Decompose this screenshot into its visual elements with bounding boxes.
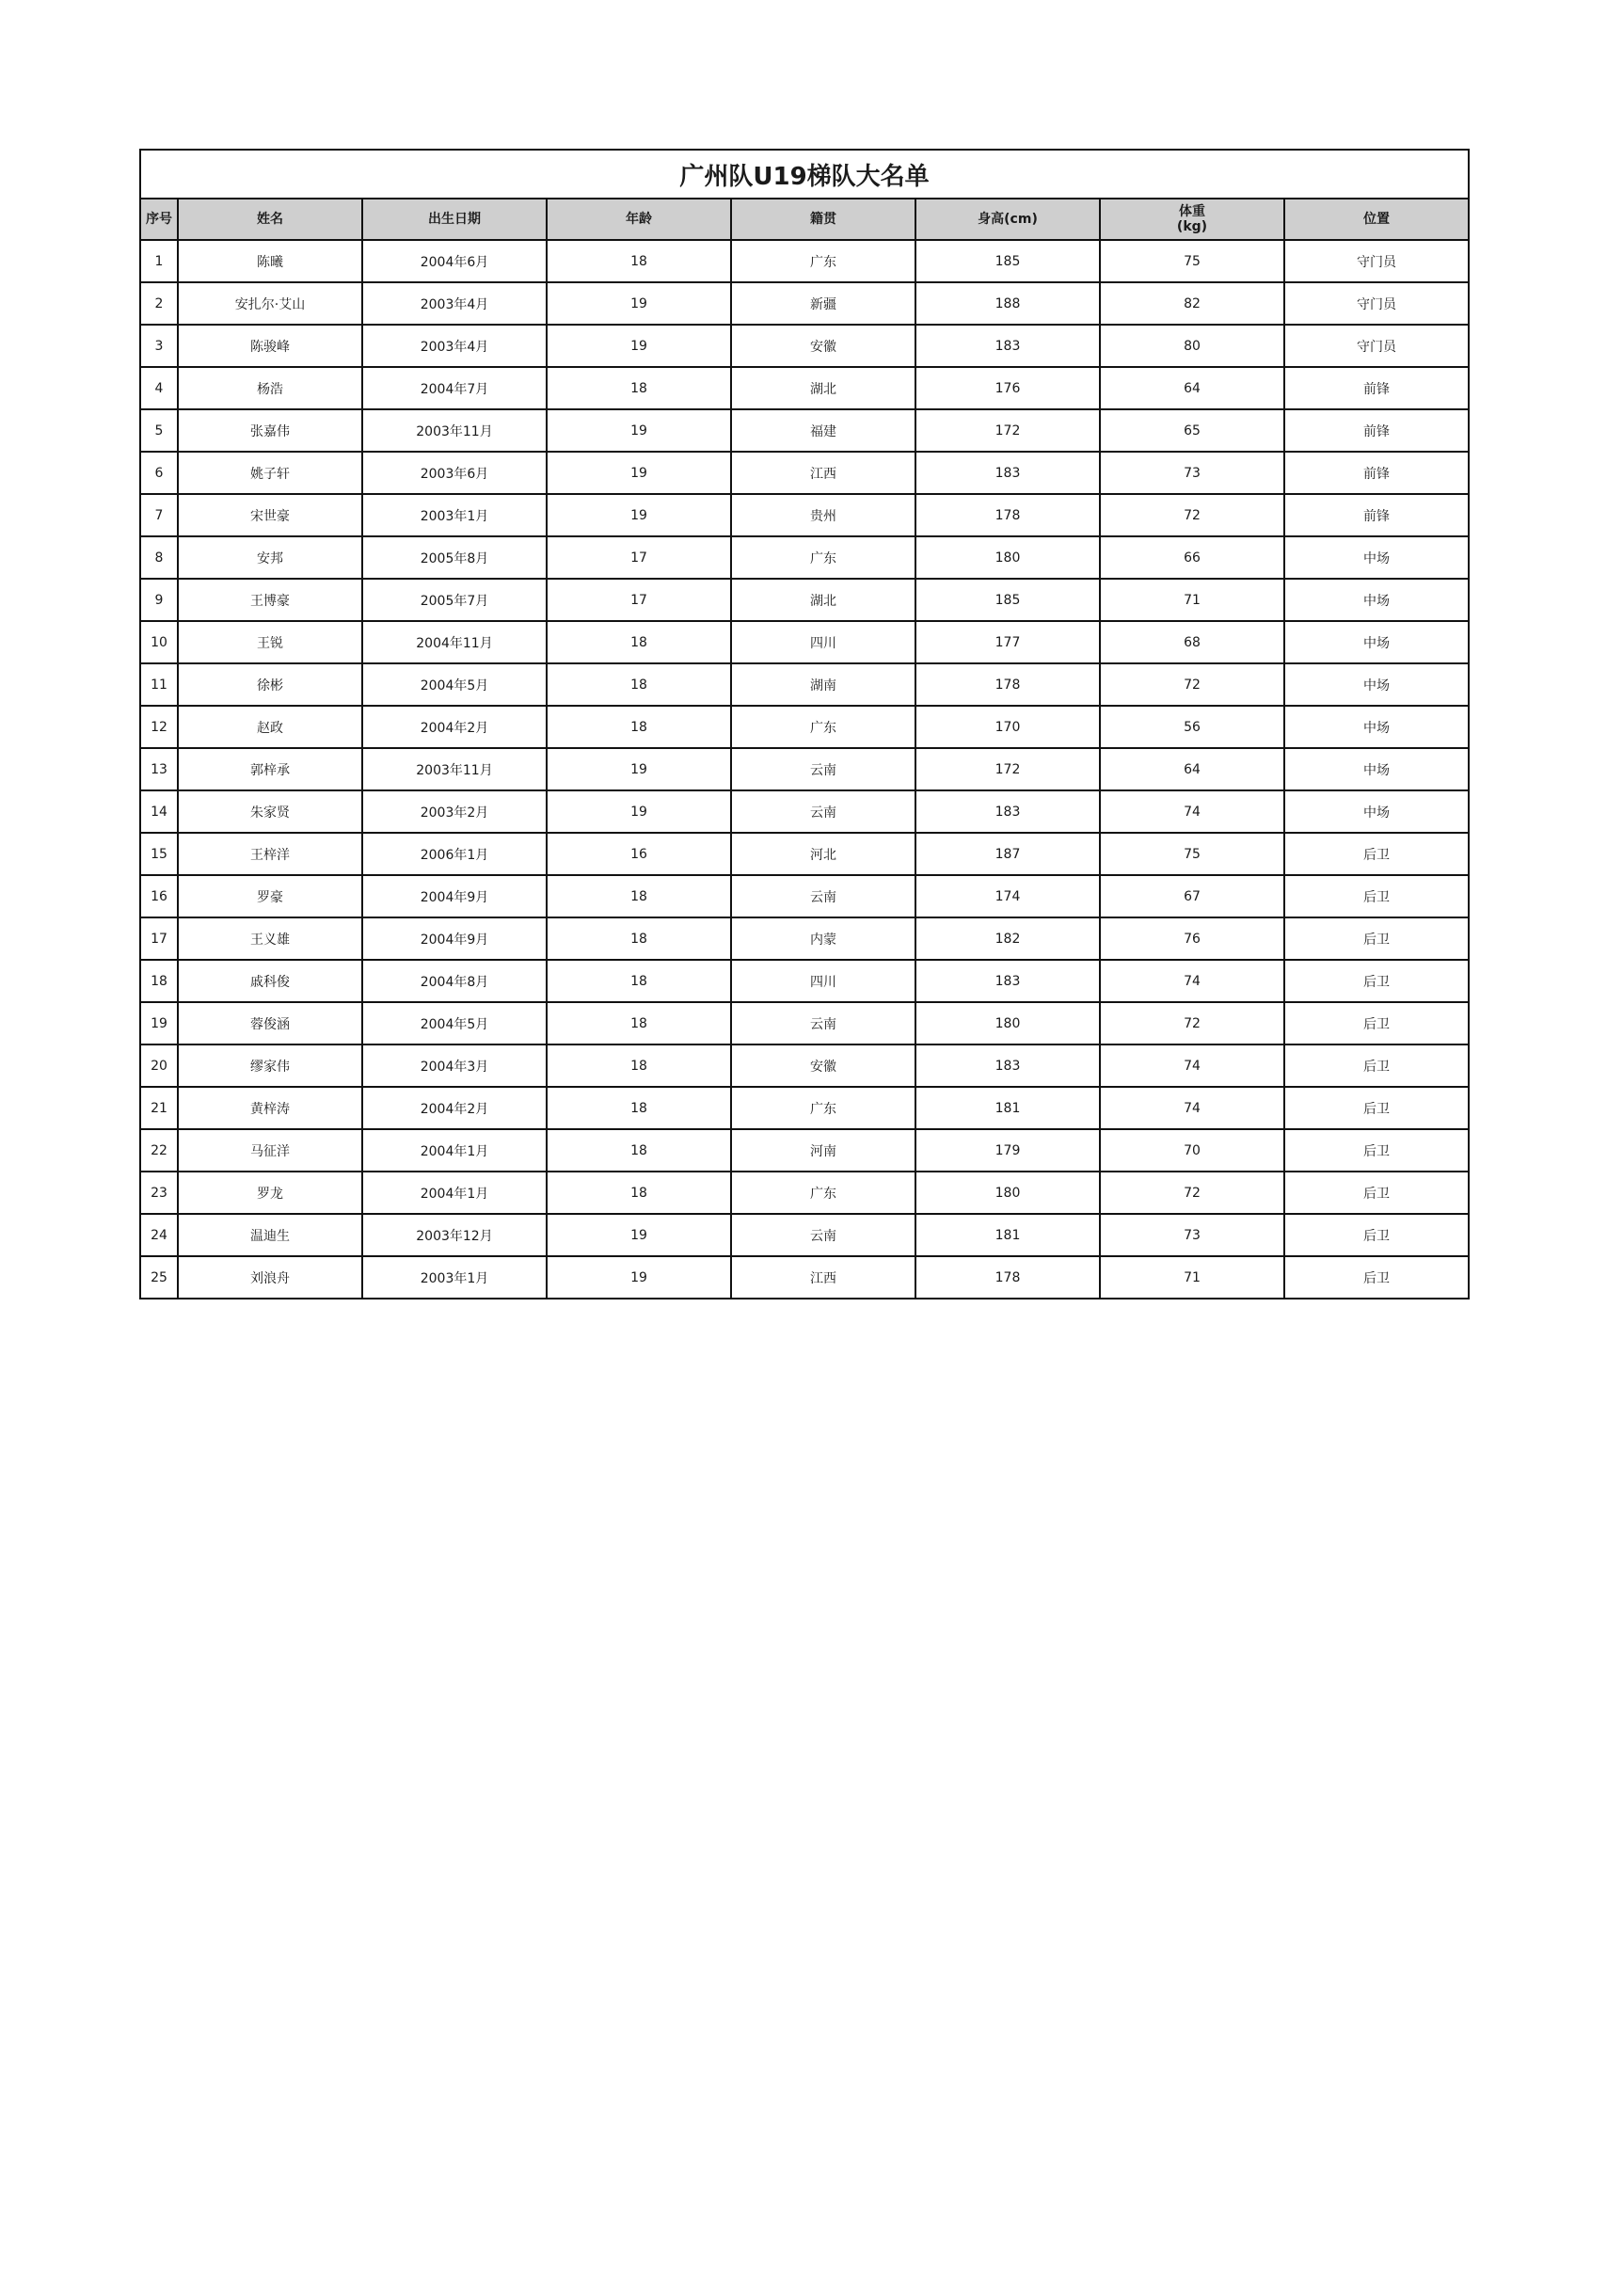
cell-height: 176: [915, 367, 1100, 409]
table-row: [140, 282, 1469, 325]
cell-name: 安邦: [178, 536, 362, 579]
cell-weight: 73: [1100, 1214, 1284, 1256]
cell-height: 180: [915, 1172, 1100, 1214]
roster-table: [139, 149, 1470, 1299]
cell-position: 后卫: [1284, 833, 1469, 875]
cell-height: 172: [915, 409, 1100, 452]
table-row: [140, 325, 1469, 367]
cell-age: 19: [547, 494, 731, 536]
cell-position: 中场: [1284, 790, 1469, 833]
cell-height: 174: [915, 875, 1100, 917]
cell-no: 11: [140, 663, 178, 706]
cell-dob: 2004年6月: [362, 240, 547, 282]
cell-dob: 2004年11月: [362, 621, 547, 663]
table-row: [140, 663, 1469, 706]
cell-age: 17: [547, 536, 731, 579]
cell-age: 18: [547, 1172, 731, 1214]
cell-origin: 广东: [731, 706, 915, 748]
table-row: [140, 833, 1469, 875]
cell-position: 中场: [1284, 579, 1469, 621]
cell-weight: 76: [1100, 917, 1284, 960]
cell-height: 180: [915, 536, 1100, 579]
cell-no: 13: [140, 748, 178, 790]
cell-origin: 广东: [731, 536, 915, 579]
cell-weight: 75: [1100, 240, 1284, 282]
cell-no: 20: [140, 1044, 178, 1087]
cell-dob: 2003年4月: [362, 282, 547, 325]
cell-no: 17: [140, 917, 178, 960]
table-row: [140, 748, 1469, 790]
cell-dob: 2003年11月: [362, 748, 547, 790]
table-row: [140, 706, 1469, 748]
cell-name: 姚子轩: [178, 452, 362, 494]
cell-origin: 江西: [731, 452, 915, 494]
cell-dob: 2005年8月: [362, 536, 547, 579]
cell-dob: 2003年1月: [362, 494, 547, 536]
cell-name: 黄梓涛: [178, 1087, 362, 1129]
title-row: [140, 150, 1469, 199]
header-position: 位置: [1284, 199, 1469, 240]
cell-weight: 71: [1100, 579, 1284, 621]
cell-weight: 75: [1100, 833, 1284, 875]
cell-no: 23: [140, 1172, 178, 1214]
cell-dob: 2003年1月: [362, 1256, 547, 1299]
cell-height: 183: [915, 790, 1100, 833]
cell-age: 19: [547, 748, 731, 790]
cell-height: 178: [915, 494, 1100, 536]
cell-height: 181: [915, 1214, 1100, 1256]
cell-position: 前锋: [1284, 409, 1469, 452]
cell-name: 张嘉伟: [178, 409, 362, 452]
cell-no: 2: [140, 282, 178, 325]
cell-name: 王锐: [178, 621, 362, 663]
cell-weight: 72: [1100, 1002, 1284, 1044]
cell-name: 罗豪: [178, 875, 362, 917]
cell-no: 9: [140, 579, 178, 621]
cell-origin: 四川: [731, 960, 915, 1002]
cell-weight: 74: [1100, 1087, 1284, 1129]
table-row: [140, 875, 1469, 917]
cell-dob: 2004年3月: [362, 1044, 547, 1087]
cell-age: 18: [547, 240, 731, 282]
cell-weight: 65: [1100, 409, 1284, 452]
cell-age: 19: [547, 282, 731, 325]
cell-position: 前锋: [1284, 452, 1469, 494]
table-row: [140, 536, 1469, 579]
cell-name: 马征洋: [178, 1129, 362, 1172]
cell-weight: 71: [1100, 1256, 1284, 1299]
cell-name: 王梓洋: [178, 833, 362, 875]
cell-name: 徐彬: [178, 663, 362, 706]
cell-origin: 广东: [731, 240, 915, 282]
table-row: [140, 917, 1469, 960]
cell-height: 177: [915, 621, 1100, 663]
cell-origin: 云南: [731, 748, 915, 790]
cell-weight: 64: [1100, 748, 1284, 790]
cell-dob: 2004年8月: [362, 960, 547, 1002]
table-row: [140, 960, 1469, 1002]
cell-weight: 74: [1100, 790, 1284, 833]
cell-no: 16: [140, 875, 178, 917]
cell-dob: 2004年2月: [362, 706, 547, 748]
table-row: [140, 1002, 1469, 1044]
cell-dob: 2003年4月: [362, 325, 547, 367]
cell-height: 178: [915, 663, 1100, 706]
table-row: [140, 409, 1469, 452]
cell-origin: 安徽: [731, 1044, 915, 1087]
roster-sheet: [139, 149, 1468, 1299]
cell-name: 戚科俊: [178, 960, 362, 1002]
cell-position: 守门员: [1284, 240, 1469, 282]
cell-dob: 2003年12月: [362, 1214, 547, 1256]
cell-weight: 66: [1100, 536, 1284, 579]
cell-name: 温迪生: [178, 1214, 362, 1256]
cell-height: 181: [915, 1087, 1100, 1129]
cell-origin: 安徽: [731, 325, 915, 367]
cell-name: 陈骏峰: [178, 325, 362, 367]
cell-position: 后卫: [1284, 1214, 1469, 1256]
table-row: [140, 1214, 1469, 1256]
cell-height: 183: [915, 452, 1100, 494]
cell-age: 17: [547, 579, 731, 621]
cell-age: 18: [547, 367, 731, 409]
cell-height: 183: [915, 325, 1100, 367]
cell-weight: 73: [1100, 452, 1284, 494]
cell-height: 187: [915, 833, 1100, 875]
cell-position: 中场: [1284, 706, 1469, 748]
cell-no: 1: [140, 240, 178, 282]
header-weight: [1100, 199, 1284, 240]
cell-no: 24: [140, 1214, 178, 1256]
table-row: [140, 452, 1469, 494]
cell-height: 180: [915, 1002, 1100, 1044]
cell-origin: 江西: [731, 1256, 915, 1299]
table-row: [140, 1087, 1469, 1129]
cell-age: 19: [547, 1214, 731, 1256]
cell-dob: 2004年1月: [362, 1129, 547, 1172]
table-row: [140, 1044, 1469, 1087]
cell-age: 18: [547, 706, 731, 748]
cell-name: 陈曦: [178, 240, 362, 282]
cell-weight: 80: [1100, 325, 1284, 367]
cell-position: 后卫: [1284, 917, 1469, 960]
table-row: [140, 1256, 1469, 1299]
cell-origin: 河北: [731, 833, 915, 875]
table-row: [140, 790, 1469, 833]
cell-position: 前锋: [1284, 494, 1469, 536]
cell-position: 中场: [1284, 748, 1469, 790]
cell-position: 前锋: [1284, 367, 1469, 409]
cell-origin: 河南: [731, 1129, 915, 1172]
page-title: 广州队U19梯队大名单: [140, 150, 1469, 199]
cell-dob: 2003年6月: [362, 452, 547, 494]
cell-dob: 2003年11月: [362, 409, 547, 452]
cell-age: 18: [547, 621, 731, 663]
cell-age: 19: [547, 452, 731, 494]
cell-age: 18: [547, 663, 731, 706]
cell-weight: 67: [1100, 875, 1284, 917]
cell-no: 22: [140, 1129, 178, 1172]
cell-origin: 广东: [731, 1172, 915, 1214]
cell-name: 缪家伟: [178, 1044, 362, 1087]
cell-name: 王博豪: [178, 579, 362, 621]
cell-age: 18: [547, 917, 731, 960]
cell-position: 后卫: [1284, 1129, 1469, 1172]
cell-origin: 四川: [731, 621, 915, 663]
cell-position: 中场: [1284, 621, 1469, 663]
cell-position: 守门员: [1284, 282, 1469, 325]
cell-no: 5: [140, 409, 178, 452]
header-weight-unit: (kg): [1176, 219, 1208, 234]
cell-age: 18: [547, 1002, 731, 1044]
cell-age: 18: [547, 1087, 731, 1129]
cell-name: 王义雄: [178, 917, 362, 960]
cell-height: 185: [915, 240, 1100, 282]
cell-age: 18: [547, 1044, 731, 1087]
header-weight-label: 体重: [1179, 204, 1205, 219]
table-row: [140, 1129, 1469, 1172]
cell-height: 170: [915, 706, 1100, 748]
cell-age: 19: [547, 1256, 731, 1299]
header-no: 序号: [140, 199, 178, 240]
cell-position: 后卫: [1284, 1172, 1469, 1214]
cell-position: 中场: [1284, 536, 1469, 579]
header-row: [140, 199, 1469, 240]
cell-no: 3: [140, 325, 178, 367]
cell-age: 18: [547, 1129, 731, 1172]
cell-height: 183: [915, 960, 1100, 1002]
cell-name: 罗龙: [178, 1172, 362, 1214]
cell-no: 18: [140, 960, 178, 1002]
table-row: [140, 621, 1469, 663]
cell-dob: 2004年9月: [362, 917, 547, 960]
cell-height: 172: [915, 748, 1100, 790]
cell-age: 18: [547, 960, 731, 1002]
cell-dob: 2004年9月: [362, 875, 547, 917]
cell-name: 朱家贤: [178, 790, 362, 833]
cell-height: 188: [915, 282, 1100, 325]
table-row: [140, 579, 1469, 621]
header-age: 年龄: [547, 199, 731, 240]
cell-dob: 2004年2月: [362, 1087, 547, 1129]
cell-position: 后卫: [1284, 1087, 1469, 1129]
header-dob: 出生日期: [362, 199, 547, 240]
cell-height: 185: [915, 579, 1100, 621]
cell-position: 守门员: [1284, 325, 1469, 367]
cell-position: 后卫: [1284, 1002, 1469, 1044]
table-row: [140, 367, 1469, 409]
cell-no: 15: [140, 833, 178, 875]
cell-dob: 2004年1月: [362, 1172, 547, 1214]
cell-weight: 72: [1100, 663, 1284, 706]
cell-weight: 74: [1100, 960, 1284, 1002]
cell-weight: 70: [1100, 1129, 1284, 1172]
cell-name: 赵政: [178, 706, 362, 748]
cell-position: 后卫: [1284, 1044, 1469, 1087]
cell-weight: 72: [1100, 1172, 1284, 1214]
cell-height: 182: [915, 917, 1100, 960]
cell-name: 刘浪舟: [178, 1256, 362, 1299]
cell-age: 16: [547, 833, 731, 875]
cell-origin: 内蒙: [731, 917, 915, 960]
cell-origin: 贵州: [731, 494, 915, 536]
cell-weight: 82: [1100, 282, 1284, 325]
cell-weight: 68: [1100, 621, 1284, 663]
cell-dob: 2004年5月: [362, 663, 547, 706]
cell-weight: 56: [1100, 706, 1284, 748]
cell-name: 杨浩: [178, 367, 362, 409]
header-height: 身高(cm): [915, 199, 1100, 240]
table-row: [140, 1172, 1469, 1214]
cell-origin: 新疆: [731, 282, 915, 325]
cell-height: 183: [915, 1044, 1100, 1087]
cell-no: 7: [140, 494, 178, 536]
cell-age: 19: [547, 790, 731, 833]
cell-position: 后卫: [1284, 875, 1469, 917]
cell-age: 19: [547, 409, 731, 452]
cell-origin: 云南: [731, 790, 915, 833]
cell-name: 宋世豪: [178, 494, 362, 536]
cell-no: 4: [140, 367, 178, 409]
cell-dob: 2005年7月: [362, 579, 547, 621]
cell-name: 安扎尔·艾山: [178, 282, 362, 325]
cell-origin: 云南: [731, 1002, 915, 1044]
cell-position: 后卫: [1284, 1256, 1469, 1299]
cell-position: 中场: [1284, 663, 1469, 706]
table-row: [140, 240, 1469, 282]
cell-no: 19: [140, 1002, 178, 1044]
cell-origin: 湖北: [731, 367, 915, 409]
cell-origin: 湖南: [731, 663, 915, 706]
cell-weight: 74: [1100, 1044, 1284, 1087]
cell-weight: 64: [1100, 367, 1284, 409]
cell-age: 18: [547, 875, 731, 917]
header-origin: 籍贯: [731, 199, 915, 240]
cell-weight: 72: [1100, 494, 1284, 536]
cell-no: 6: [140, 452, 178, 494]
cell-no: 21: [140, 1087, 178, 1129]
cell-name: 郭梓承: [178, 748, 362, 790]
cell-no: 14: [140, 790, 178, 833]
cell-dob: 2004年7月: [362, 367, 547, 409]
cell-no: 8: [140, 536, 178, 579]
cell-height: 178: [915, 1256, 1100, 1299]
table-row: [140, 494, 1469, 536]
cell-dob: 2004年5月: [362, 1002, 547, 1044]
cell-no: 10: [140, 621, 178, 663]
cell-dob: 2006年1月: [362, 833, 547, 875]
cell-origin: 云南: [731, 1214, 915, 1256]
cell-height: 179: [915, 1129, 1100, 1172]
cell-no: 12: [140, 706, 178, 748]
cell-origin: 广东: [731, 1087, 915, 1129]
header-name: 姓名: [178, 199, 362, 240]
cell-origin: 福建: [731, 409, 915, 452]
cell-origin: 湖北: [731, 579, 915, 621]
cell-no: 25: [140, 1256, 178, 1299]
cell-origin: 云南: [731, 875, 915, 917]
cell-age: 19: [547, 325, 731, 367]
cell-name: 蓉俊涵: [178, 1002, 362, 1044]
cell-dob: 2003年2月: [362, 790, 547, 833]
cell-position: 后卫: [1284, 960, 1469, 1002]
